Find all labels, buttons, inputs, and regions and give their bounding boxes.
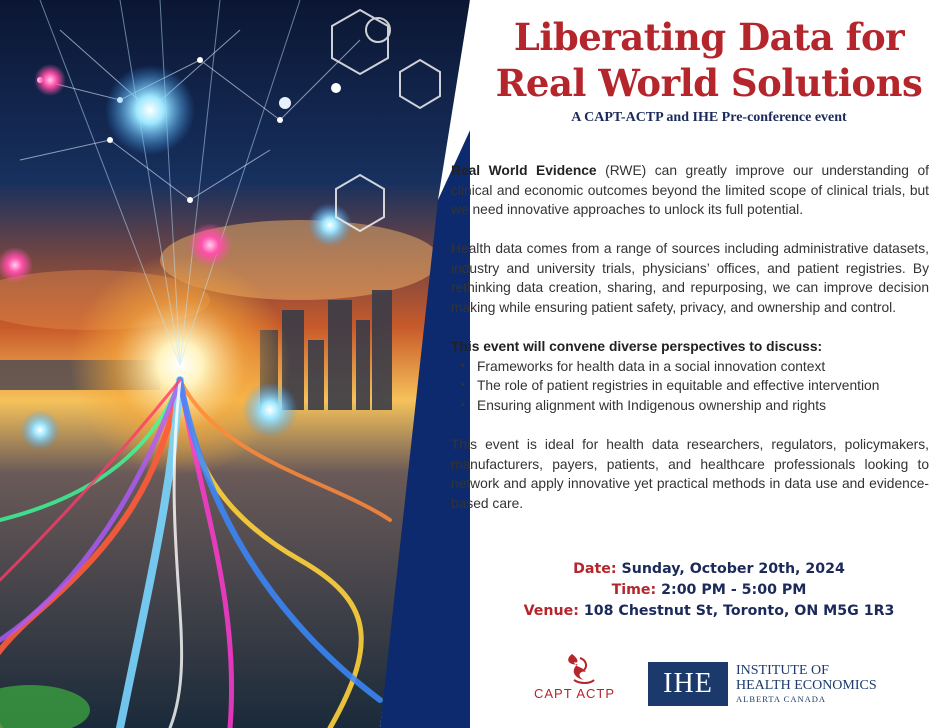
convene-heading-text: This event will convene diverse perspectives to discuss: (451, 339, 823, 355)
venue-value: 108 Chestnut St, Toronto, ON M5G 1R3 (578, 602, 895, 619)
rwe-term: Real World Evidence (451, 163, 597, 178)
ihe-line-3: ALBERTA CANADA (736, 694, 827, 704)
audience-paragraph: This event is ideal for health data researchers, regulators, policymakers, manufacturers, payers, patients, and healthcare professionals looking to network and apply innovative yet practical methods in data use and evidence-based care. (451, 437, 929, 511)
date-value: Sunday, October 20th, 2024 (616, 561, 845, 577)
intro-text: (RWE) can greatly improve our understanding of clinical and economic outcomes beyond the limited scope of clinical trials, but we need innovative approaches to unlock its full potential. (451, 163, 929, 218)
data-stream-artwork (0, 0, 470, 728)
time-value: 2:00 PM - 5:00 PM (656, 581, 807, 598)
list-item: • The role of patient registries in equitable and effective intervention (477, 376, 929, 396)
time-line (470, 580, 948, 601)
sources-paragraph: Health data comes from a range of sources including administrative datasets, industry and university trials, physicians’ offices, and patient registries. By rethinking data creation, sharing, and repurposing, we can improve decision making while ensuring patient safety, privacy, and ownership and control. (451, 241, 929, 316)
event-details (470, 559, 948, 621)
date-label: Date: (573, 561, 617, 577)
convene-heading (451, 337, 929, 357)
venue-label: Venue: (523, 602, 579, 619)
list-item: • Ensuring alignment with Indigenous ownership and rights (477, 396, 929, 416)
capt-flame-icon (530, 650, 640, 686)
subtitle: A CAPT-ACTP and IHE Pre-conference event (571, 110, 847, 125)
page-title (470, 14, 948, 106)
ihe-logo-text (736, 663, 877, 705)
list-item: • Frameworks for health data in a social innovation context (477, 357, 929, 377)
time-label: Time: (611, 581, 657, 598)
capt-actp-text: CAPT ACTP (534, 686, 616, 701)
intro-paragraph (451, 161, 929, 220)
ihe-line-2: HEALTH ECONOMICS (736, 678, 877, 693)
title-line-2: Real World Solutions (495, 61, 923, 105)
hero-illustration (0, 0, 470, 728)
title-line-1: Liberating Data for (513, 15, 905, 59)
topics-list (451, 357, 929, 416)
venue-line (470, 601, 948, 622)
ihe-line-1: INSTITUTE OF (736, 663, 829, 678)
event-description (451, 161, 929, 513)
ihe-logo-box: IHE (648, 662, 728, 706)
sponsor-logos (530, 650, 930, 710)
capt-actp-logo (530, 650, 640, 710)
date-line (470, 559, 948, 580)
